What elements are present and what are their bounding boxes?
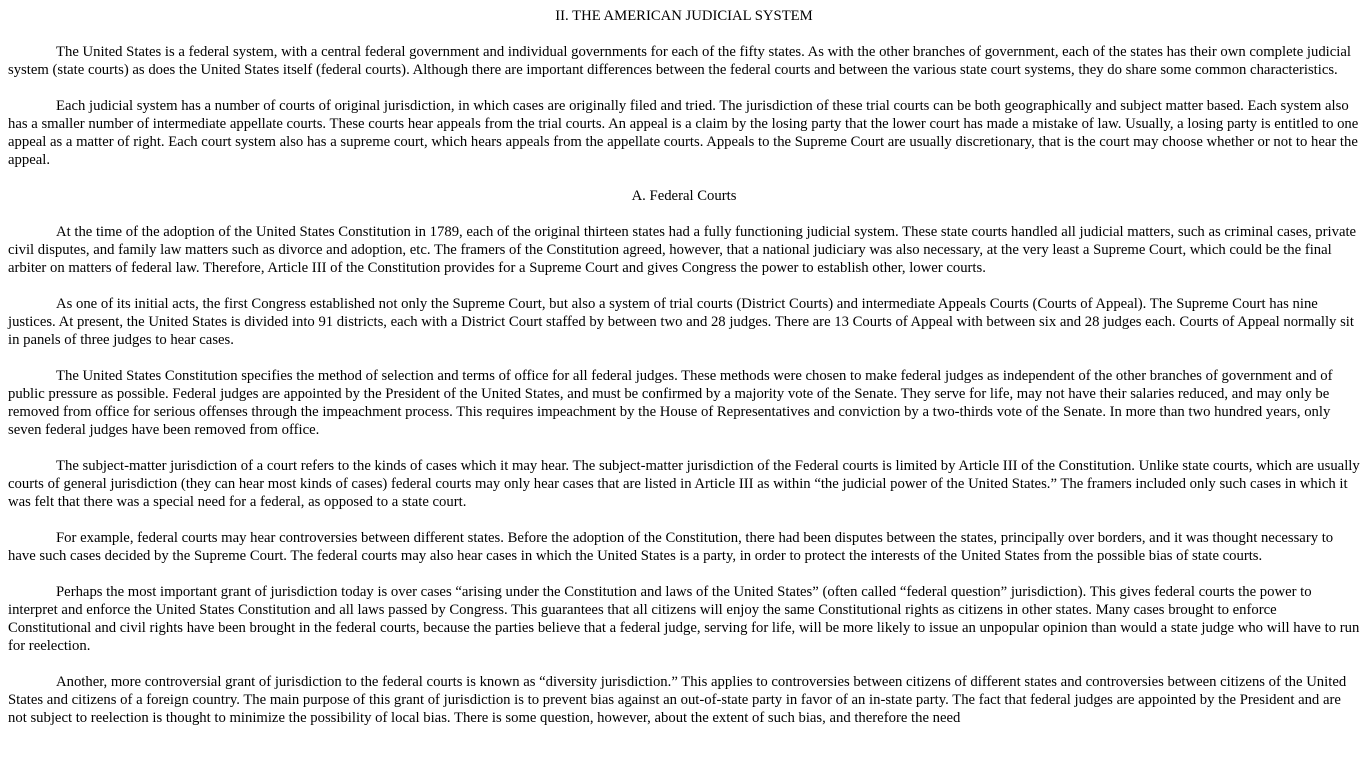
section-paragraph-2: As one of its initial acts, the first Congress established not only the Supreme Court, but also a system of trial courts (District Courts) and intermediate Appeals Courts (Courts of Appeal). The Supreme Court has nine justices. At present, the United States is divided into 91 districts, each with a District Court staffed by between two and 28 judges. There are 13 Courts of Appeal with between six and 28 judges each. Courts of Appeal normally sit in panels of three judges to hear cases. — [8, 296, 1354, 348]
section-paragraph-5: For example, federal courts may hear controversies between different states. Before the adoption of the Constitution, there had been disputes between the states, principally over borders, and it was thought necessary to have such cases decided by the Supreme Court. The federal courts may also hear cases in which the United States is a party, in order to protect the interests of the United States from the possible bias of state courts. — [8, 530, 1334, 564]
section-paragraph-7: Another, more controversial grant of jurisdiction to the federal courts is known as “diversity jurisdiction.” This applies to controversies between citizens of different states and controversies between citizens of the United States and citizens of a foreign country. The main purpose of this grant of jurisdiction is to prevent bias against an out-of-state party in favor of an in-state party. The fact that federal judges are appointed by the President and are not subject to reelection is thought to minimize the possibility of local bias. There is some question, however, about the extent of such bias, and therefore the need — [8, 674, 1347, 726]
section-heading: A. Federal Courts — [631, 188, 737, 204]
section-paragraph-1: At the time of the adoption of the United States Constitution in 1789, each of the original thirteen states had a fully functioning judicial system. These state courts handled all judicial matters, such as criminal cases, private civil disputes, and family law matters such as divorce and adoption, etc. The framers of the Constitution agreed, however, that a national judiciary was also necessary, at the very least a Supreme Court, which could be the final arbiter on matters of federal law. Therefore, Article III of the Constitution provides for a Supreme Court and gives Congress the power to establish other, lower courts. — [8, 224, 1357, 276]
intro-paragraph-2: Each judicial system has a number of courts of original jurisdiction, in which cases are originally filed and tried. The jurisdiction of these trial courts can be both geographically and subject matter based. Each system also has a smaller number of intermediate appellate courts. These courts hear appeals from the trial courts. An appeal is a claim by the losing party that the lower court has made a mistake of law. Usually, a losing party is entitled to one appeal as a matter of right. Each court system also has a supreme court, which hears appeals from the appellate courts. Appeals to the Supreme Court are usually discretionary, that is the court may choose whether or not to hear the appeal. — [8, 98, 1359, 168]
document-title: II. THE AMERICAN JUDICIAL SYSTEM — [555, 8, 813, 24]
section-paragraph-6: Perhaps the most important grant of jurisdiction today is over cases “arising under the Constitution and laws of the United States” (often called “federal question” jurisdiction). This gives federal courts the power to interpret and enforce the United States Constitution and all laws passed by Congress. This guarantees that all citizens will enjoy the same Constitutional rights as citizens in other states. Many cases brought to enforce Constitutional and civil rights have been brought in the federal courts, because the parties believe that a federal judge, serving for life, will be more likely to issue an unpopular opinion than would a state judge who will have to run for reelection. — [8, 584, 1360, 654]
intro-paragraph-1: The United States is a federal system, with a central federal government and individual governments for each of the fifty states. As with the other branches of government, each of the states has their own complete judicial system (state courts) as does the United States itself (federal courts). Although there are important differences between the federal courts and between the various state court systems, they do share some common characteristics. — [8, 44, 1351, 78]
section-paragraph-3: The United States Constitution specifies the method of selection and terms of office for all federal judges. These methods were chosen to make federal judges as independent of the other branches of government and of public pressure as possible. Federal judges are appointed by the President of the United States, and must be confirmed by a majority vote of the Senate. They serve for life, may not have their salaries reduced, and may only be removed from office for serious offenses through the impeachment process. This requires impeachment by the House of Representatives and conviction by a two-thirds vote of the Senate. In more than two hundred years, only seven federal judges have been removed from office. — [8, 368, 1333, 438]
section-paragraph-4: The subject-matter jurisdiction of a court refers to the kinds of cases which it may hear. The subject-matter jurisdiction of the Federal courts is limited by Article III of the Constitution. Unlike state courts, which are usually courts of general jurisdiction (they can hear most kinds of cases) federal courts may only hear cases that are listed in Article III as within “the judicial power of the United States.” The framers included only such cases in which it was felt that there was a special need for a federal, as opposed to a state court. — [8, 458, 1360, 510]
document-body — [8, 7, 1360, 745]
